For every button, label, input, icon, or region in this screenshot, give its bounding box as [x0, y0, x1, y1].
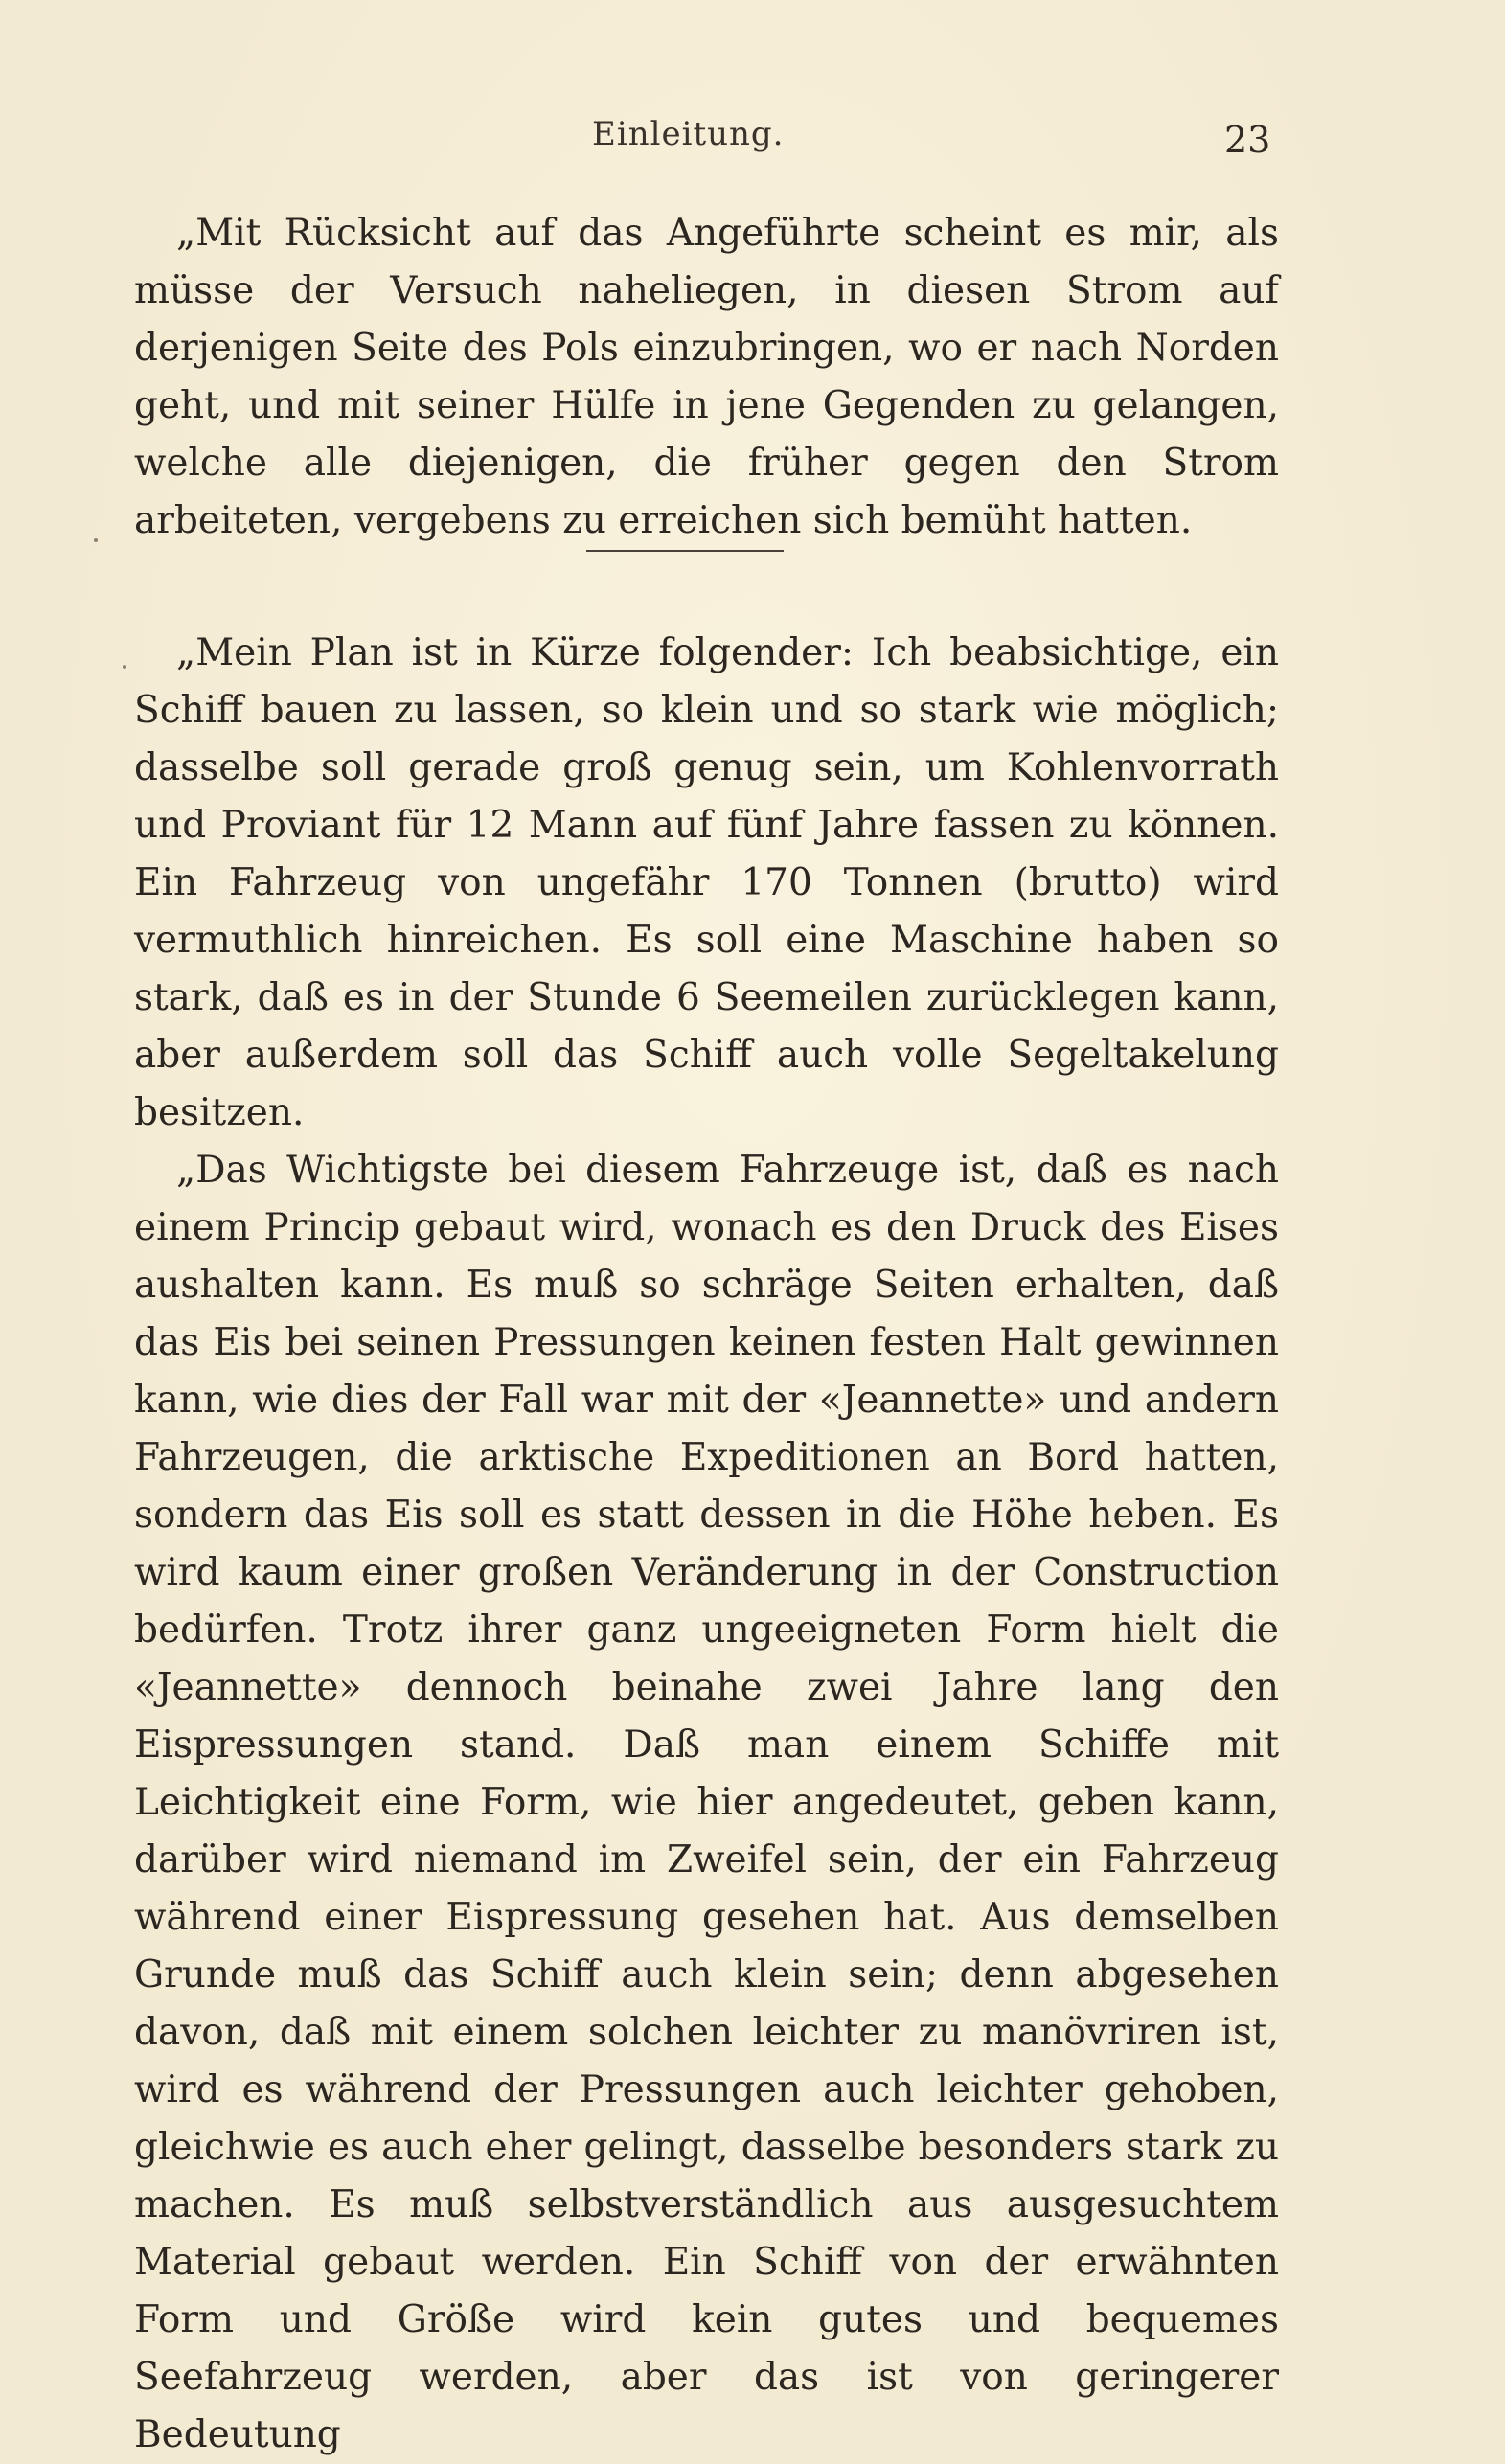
paragraph: „Das Wichtigste bei diesem Fahrzeuge ist, daß es nach einem Princip gebaut wird, wonach es den Druck des Eises aushalten kann. Es muß so schräge Seiten erhalten, daß das Eis bei seinen Pressungen keinen festen Halt gewinnen kann, wie dies der Fall war mit der «Jeannette» und andern Fahrzeugen, die arktische Expeditionen an Bord hatten, sondern das Eis soll es statt dessen in die Höhe heben. Es wird kaum einer großen Veränderung in der Construction bedürfen. Trotz ihrer ganz ungeeigneten Form hielt die «Jeannette» dennoch beinahe zwei Jahre lang den Eispressungen stand. Daß man einem Schiffe mit Leichtigkeit eine Form, wie hier angedeutet, geben kann, darüber wird niemand im Zweifel sein, der ein Fahrzeug während einer Eispressung gesehen hat. Aus demselben Grunde muß das Schiff auch klein sein; denn abgesehen davon, daß mit einem solchen leichter zu manövriren ist, wird es während der Pressungen auch leichter gehoben, gleichwie es auch eher gelingt, dasselbe besonders stark zu machen. Es muß selbstverständlich aus ausgesuchtem Material gebaut werden. Ein Schiff von der erwähnten Form und Größe wird kein gutes und bequemes Seefahrzeug werden, aber das ist von geringerer Bedeutung	[134, 1149, 1279, 2456]
page-number: 23	[1224, 119, 1271, 161]
text-block-upper	[134, 205, 1279, 550]
paragraph: „Mit Rücksicht auf das Angeführte scheint es mir, als müsse der Versuch naheliegen, in diesen Strom auf derjenigen Seite des Pols einzubringen, wo er nach Norden geht, und mit seiner Hülfe in jene Gegenden zu gelangen, welche alle diejenigen, die früher gegen den Strom arbeiteten, vergebens zu erreichen sich bemüht hatten.	[134, 212, 1279, 542]
paper-speck	[123, 665, 126, 669]
paper-speck	[94, 538, 98, 542]
text-block-lower	[134, 625, 1279, 2464]
section-divider-rule	[586, 550, 784, 552]
running-title: Einleitung.	[592, 115, 785, 153]
running-head	[0, 115, 1505, 163]
paragraph: „Mein Plan ist in Kürze folgender: Ich beabsichtige, ein Schiff bauen zu lassen, so klein und so stark wie möglich; dasselbe soll gerade groß genug sein, um Kohlenvorrath und Proviant für 12 Mann auf fünf Jahre fassen zu können. Ein Fahrzeug von ungefähr 170 Tonnen (brutto) wird vermuthlich hinreichen. Es soll eine Maschine haben so stark, daß es in der Stunde 6 Seemeilen zurücklegen kann, aber außerdem soll das Schiff auch volle Segeltakelung besitzen.	[134, 631, 1279, 1134]
